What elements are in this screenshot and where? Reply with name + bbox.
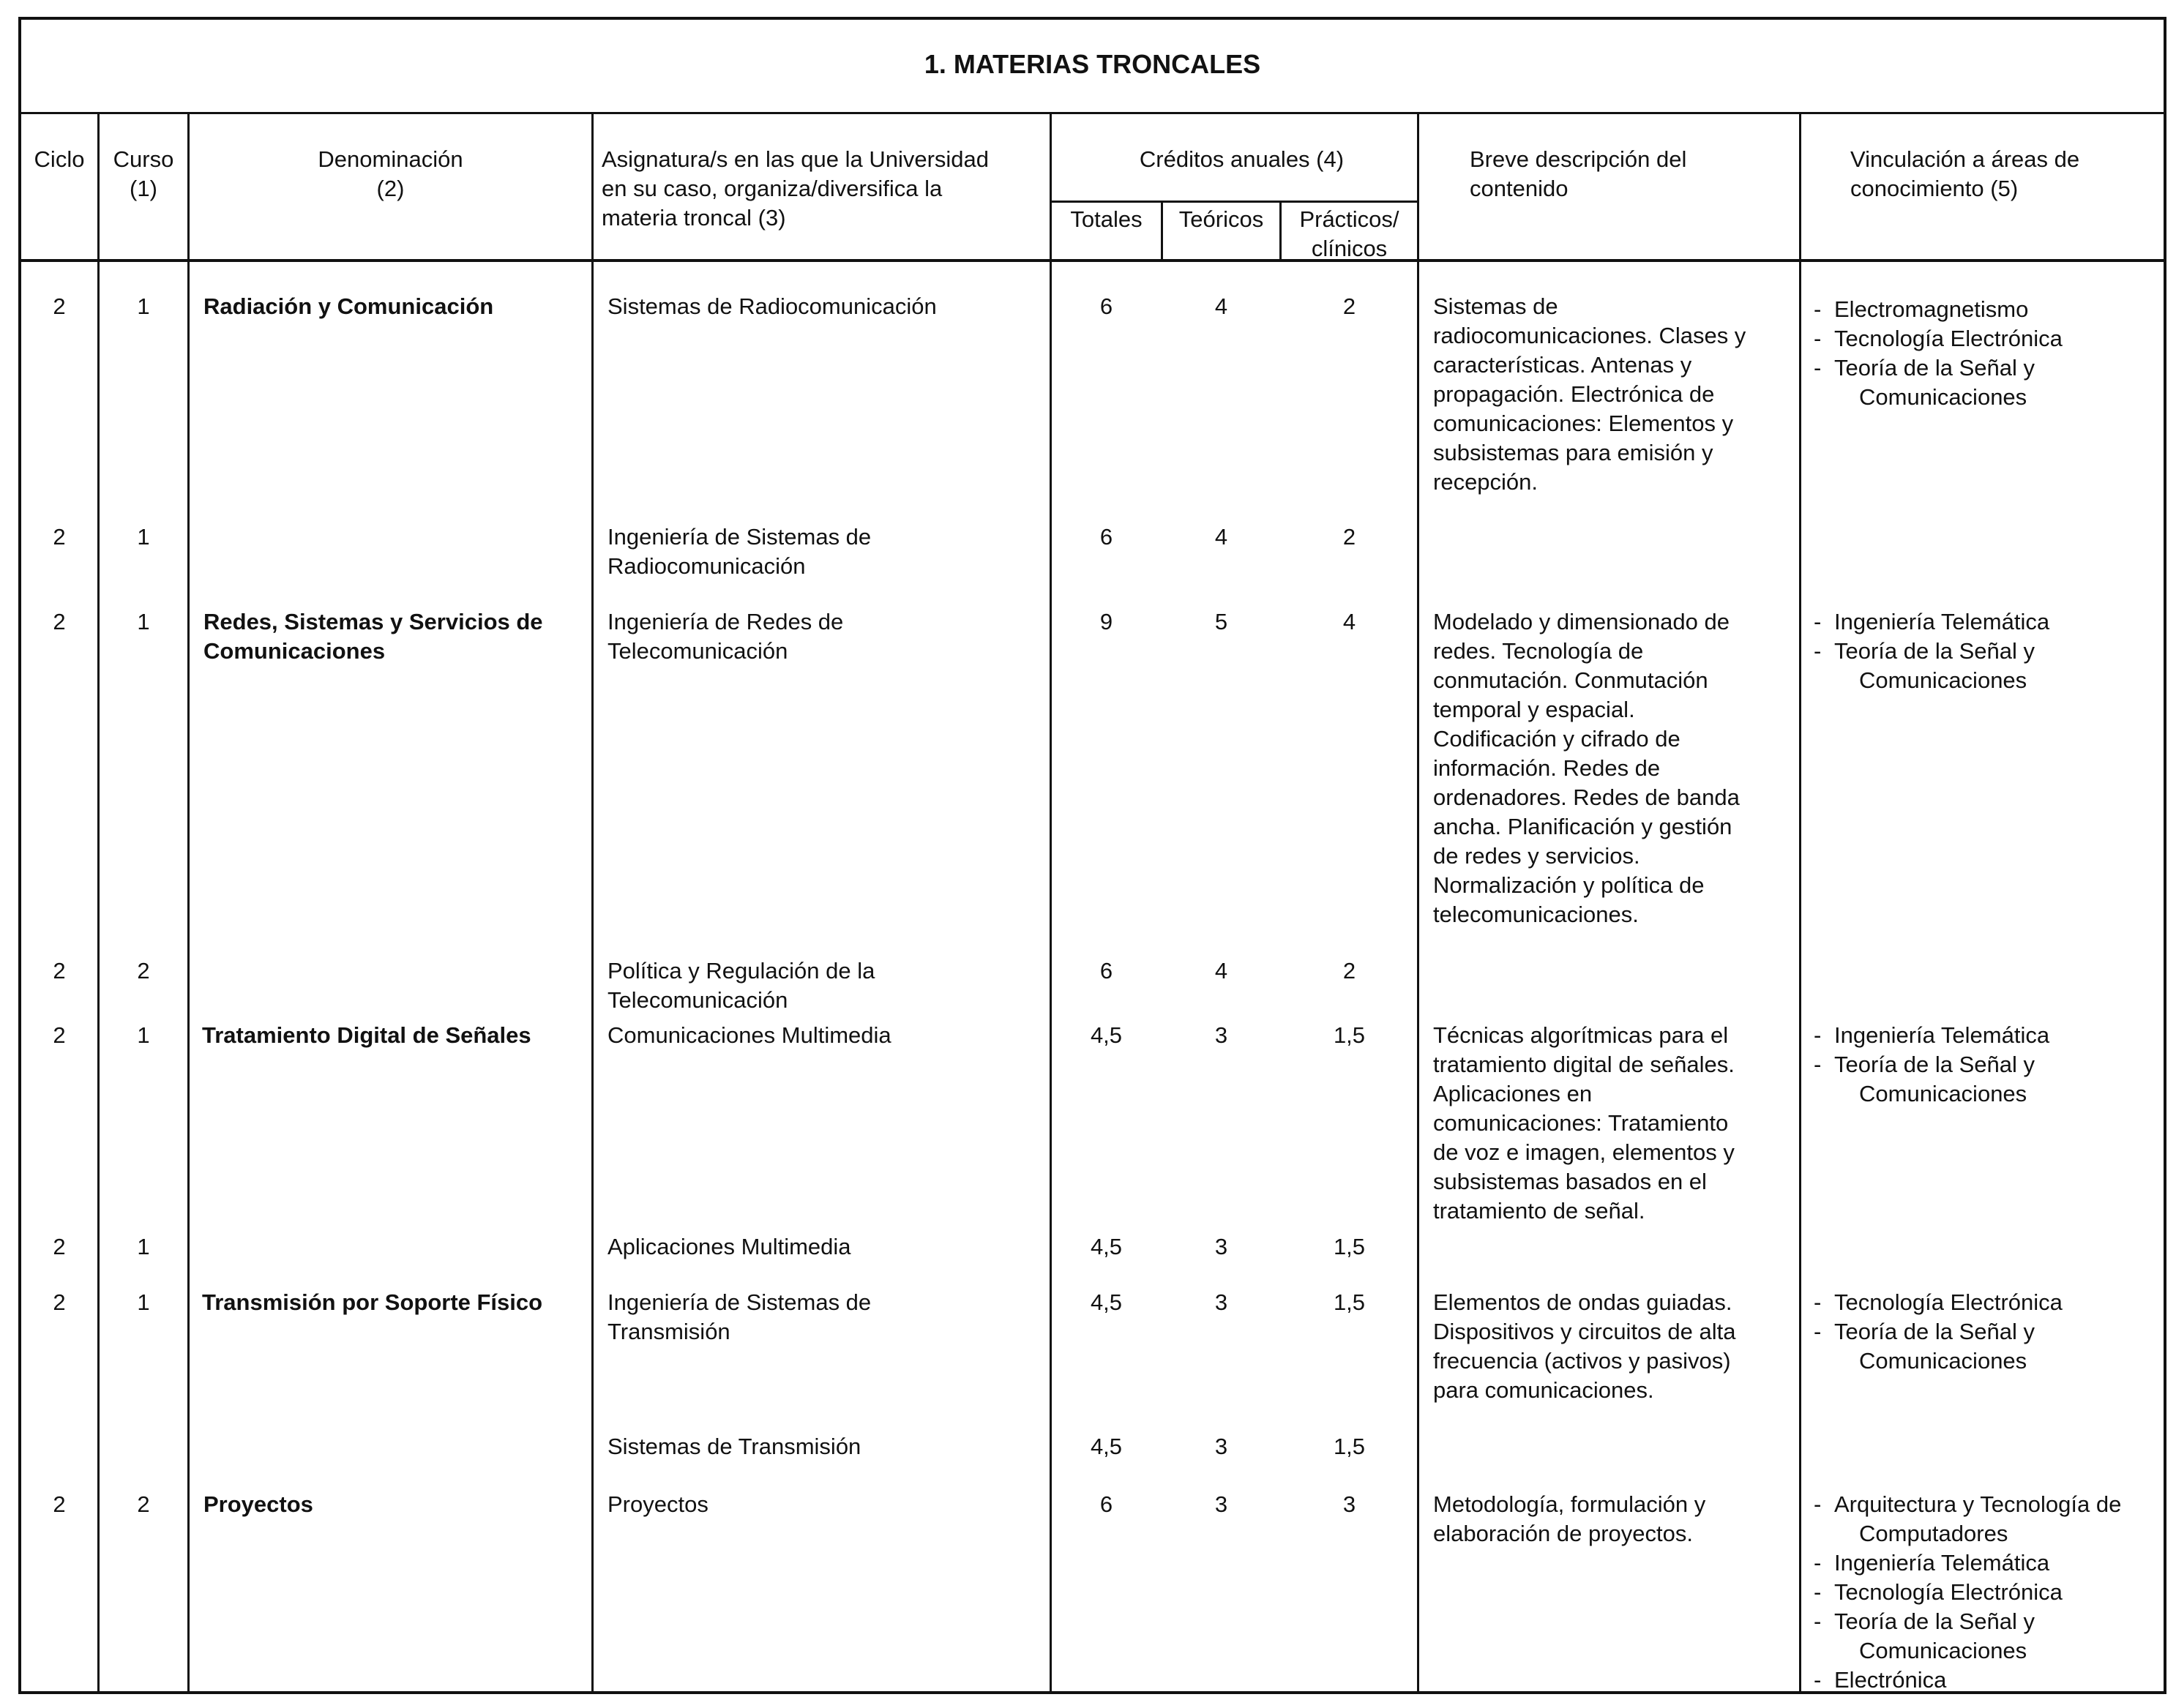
cell-descripcion: Elementos de ondas guiadas. Dispositivos y circuitos de alta frecuencia (activos y pasivos) para comunicaciones. [1433,1289,1736,1403]
cell-areas [1815,295,2159,412]
border-right [2164,17,2166,1694]
border-title-bottom [18,112,2166,114]
cell-asignatura: Ingeniería de Sistemas de Radiocomunicación [607,524,872,579]
cell-curso: 1 [137,1289,150,1315]
cell-teoricos: 3 [1214,1022,1228,1048]
cell-areas [1815,1490,2159,1695]
col-sep-1 [97,112,100,1694]
cell-totales: 6 [1099,293,1113,319]
cell-teoricos: 5 [1214,609,1228,634]
cell-areas [1815,1021,2159,1109]
header-teoricos: Teóricos [1178,206,1264,232]
cell-areas [1815,607,2159,695]
cell-denominacion: Radiación y Comunicación [203,293,494,319]
list-item: - Teoría de la Señal y Comunicaciones [1814,1608,2035,1663]
cell-asignatura: Política y Regulación de la Telecomunicación [607,958,875,1013]
cell-practicos: 2 [1342,524,1356,550]
header-asignaturas: Asignatura/s en las que la Universidad en su caso, organiza/diversifica la materia troncal (3) [602,146,990,231]
cell-teoricos: 3 [1214,1491,1228,1517]
cell-practicos: 1,5 [1333,1289,1366,1315]
list-item: - Ingeniería Telemática [1814,1022,2050,1048]
table-title: 1. MATERIAS TRONCALES [924,49,1261,79]
cell-totales: 4,5 [1090,1022,1123,1048]
cell-asignatura: Aplicaciones Multimedia [607,1234,851,1259]
header-descripcion: Breve descripción del contenido [1470,146,1687,201]
cell-ciclo: 2 [53,958,66,984]
cell-asignatura: Ingeniería de Redes de Telecomunicación [607,609,844,664]
cell-curso: 1 [137,293,150,319]
list-item: - Tecnología Electrónica [1814,1579,2063,1605]
header-denominacion: Denominación (2) [318,146,463,201]
cell-practicos: 2 [1342,958,1356,984]
cell-practicos: 3 [1342,1491,1356,1517]
cell-teoricos: 4 [1214,524,1228,550]
cell-ciclo: 2 [53,1234,66,1259]
cell-curso: 1 [137,1234,150,1259]
cell-practicos: 4 [1342,609,1356,634]
cell-curso: 1 [137,1022,150,1048]
cell-curso: 2 [137,958,150,984]
cell-denominacion: Transmisión por Soporte Físico [202,1289,543,1315]
cell-totales: 6 [1099,958,1113,984]
cell-curso: 1 [137,524,150,550]
cell-teoricos: 3 [1214,1234,1228,1259]
credits-subheader-line [1051,201,1418,203]
border-top [18,17,2166,20]
cell-practicos: 1,5 [1333,1234,1366,1259]
list-item: - Arquitectura y Tecnología de Computadores [1814,1491,2122,1546]
col-sep-8 [1799,112,1801,1694]
cell-curso: 1 [137,609,150,634]
cell-teoricos: 4 [1214,958,1228,984]
cell-practicos: 1,5 [1333,1022,1366,1048]
list-item: - Ingeniería Telemática [1814,609,2050,634]
cell-totales: 9 [1099,609,1113,634]
cell-denominacion: Redes, Sistemas y Servicios de Comunicaciones [203,609,543,664]
cell-totales: 4,5 [1090,1289,1123,1315]
header-practicos: Prácticos/ clínicos [1299,206,1399,261]
cell-ciclo: 2 [53,609,66,634]
cell-asignatura: Comunicaciones Multimedia [607,1022,891,1048]
cell-asignatura: Proyectos [607,1491,708,1517]
cell-ciclo: 2 [53,1022,66,1048]
cell-descripcion: Sistemas de radiocomunicaciones. Clases y características. Antenas y propagación. Electrónica de comunicaciones: Elementos y subsistemas para emisión y recepción. [1433,293,1746,495]
cell-teoricos: 4 [1214,293,1228,319]
cell-ciclo: 2 [53,293,66,319]
border-header-bottom [18,259,2166,262]
cell-ciclo: 2 [53,524,66,550]
cell-descripcion: Técnicas algorítmicas para el tratamiento digital de señales. Aplicaciones en comunicaciones: Tratamiento de voz e imagen, elementos y subsistemas basados en el tratamiento de señal. [1433,1022,1735,1224]
cell-practicos: 1,5 [1333,1434,1366,1459]
header-totales: Totales [1070,206,1143,232]
cell-descripcion: Metodología, formulación y elaboración de proyectos. [1433,1491,1706,1546]
cell-totales: 6 [1099,524,1113,550]
cell-totales: 4,5 [1090,1234,1123,1259]
cell-asignatura: Ingeniería de Sistemas de Transmisión [607,1289,872,1344]
list-item: - Electrónica [1814,1667,1947,1693]
list-item: - Teoría de la Señal y Comunicaciones [1814,1052,2035,1106]
header-creditos: Créditos anuales (4) [1139,146,1345,172]
list-item: - Tecnología Electrónica [1814,326,2063,351]
list-item: - Teoría de la Señal y Comunicaciones [1814,355,2035,410]
col-sep-2 [187,112,190,1694]
list-item: - Teoría de la Señal y Comunicaciones [1814,638,2035,693]
cell-practicos: 2 [1342,293,1356,319]
header-vinculacion: Vinculación a áreas de conocimiento (5) [1850,146,2080,201]
cell-asignatura: Sistemas de Radiocomunicación [607,293,937,319]
list-item: - Teoría de la Señal y Comunicaciones [1814,1319,2035,1374]
col-sep-7 [1417,112,1419,1694]
cell-ciclo: 2 [53,1289,66,1315]
list-item: - Electromagnetismo [1814,296,2029,322]
cell-teoricos: 3 [1214,1434,1228,1459]
cell-teoricos: 3 [1214,1289,1228,1315]
cell-totales: 6 [1099,1491,1113,1517]
header-ciclo: Ciclo [34,146,85,172]
cell-descripcion: Modelado y dimensionado de redes. Tecnología de conmutación. Conmutación temporal y espacial. Codificación y cifrado de información. Redes de ordenadores. Redes de banda ancha. Planificación y gestión de redes y servicios. Normalización y política de telecomunicaciones. [1433,609,1740,927]
cell-denominacion: Tratamiento Digital de Señales [202,1022,531,1048]
cell-totales: 4,5 [1090,1434,1123,1459]
cell-denominacion: Proyectos [203,1491,313,1517]
list-item: - Ingeniería Telemática [1814,1550,2050,1576]
cell-areas [1815,1288,2159,1376]
header-curso: Curso (1) [113,146,174,201]
cell-ciclo: 2 [53,1491,66,1517]
col-sep-3 [591,112,594,1694]
border-left [18,17,21,1694]
cell-asignatura: Sistemas de Transmisión [607,1434,861,1459]
list-item: - Tecnología Electrónica [1814,1289,2063,1315]
cell-curso: 2 [137,1491,150,1517]
